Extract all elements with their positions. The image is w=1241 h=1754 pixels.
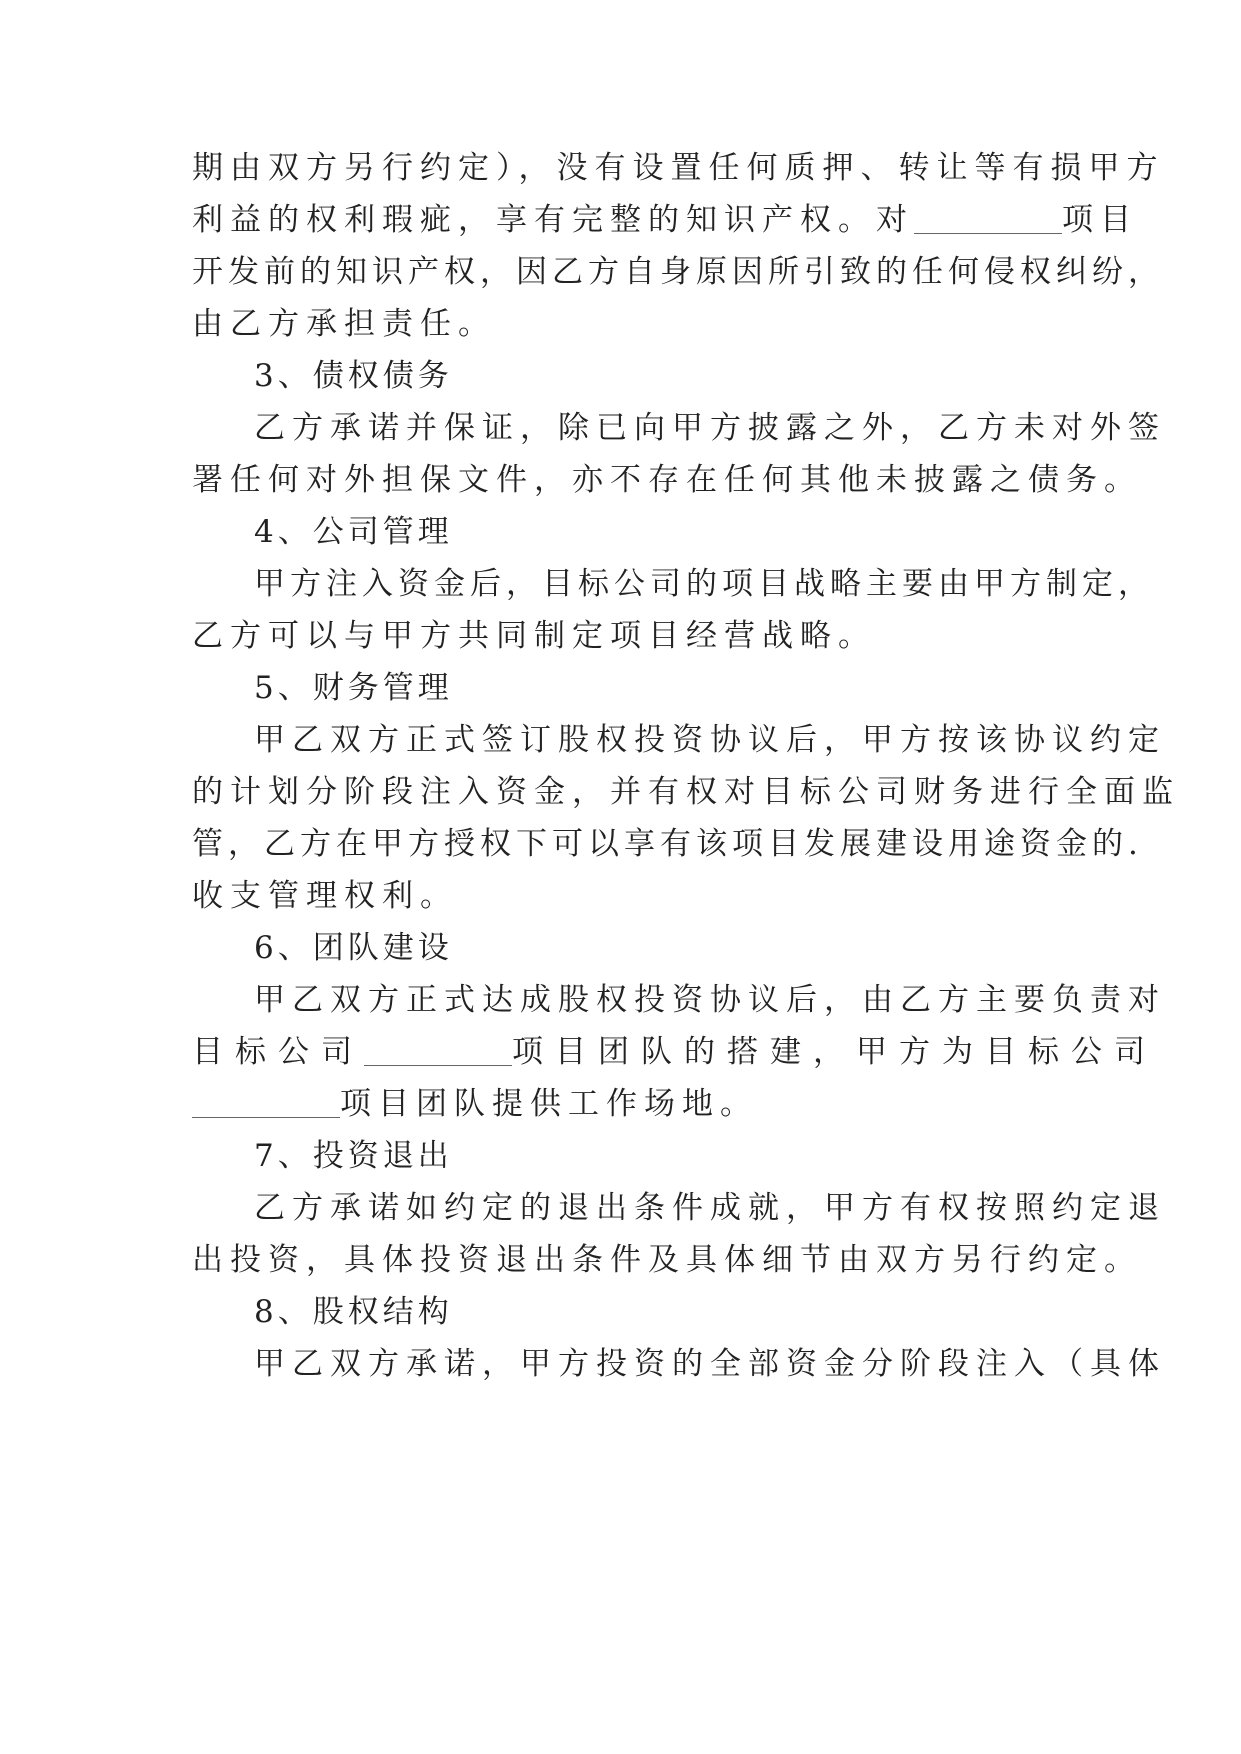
text-segment: 项目	[1062, 202, 1138, 238]
section-heading: 5、财务管理	[254, 670, 453, 706]
paragraph-line	[192, 191, 1138, 249]
section-heading: 6、团队建设	[254, 930, 453, 966]
paragraph-line: 甲乙双方承诺，甲方投资的全部资金分阶段注入（具体	[254, 1346, 1166, 1382]
paragraph-line	[192, 1023, 1157, 1081]
paragraph-line: 管，乙方在甲方授权下可以享有该项目发展建设用途资金的.	[192, 826, 1143, 862]
text-segment: 目标公司	[192, 1034, 364, 1070]
section-heading: 7、投资退出	[254, 1138, 453, 1174]
paragraph-line: 期由双方另行约定），没有设置任何质押、转让等有损甲方	[192, 150, 1165, 186]
fill-in-blank	[192, 1083, 340, 1118]
paragraph-line	[192, 1075, 1092, 1133]
section-heading: 3、债权债务	[254, 358, 453, 394]
section-heading: 8、股权结构	[254, 1294, 453, 1330]
text-segment: 利益的权利瑕疵，享有完整的知识产权。对	[192, 202, 914, 238]
section-heading: 4、公司管理	[254, 514, 453, 550]
paragraph-line: 开发前的知识产权，因乙方自身原因所引致的任何侵权纠纷，	[192, 254, 1164, 290]
paragraph-line: 由乙方承担责任。	[192, 306, 496, 342]
paragraph-line: 出投资，具体投资退出条件及具体细节由双方另行约定。	[192, 1242, 1142, 1278]
paragraph-line: 收支管理权利。	[192, 878, 458, 914]
fill-in-blank	[364, 1031, 512, 1066]
text-segment: 项目团队提供工作场地。	[340, 1086, 758, 1122]
paragraph-line: 甲乙双方正式签订股权投资协议后，甲方按该协议约定	[254, 722, 1166, 758]
fill-in-blank	[914, 199, 1062, 234]
text-segment: 项目团队的搭建，甲方为目标公司	[512, 1034, 1157, 1070]
paragraph-line: 乙方承诺如约定的退出条件成就，甲方有权按照约定退	[254, 1190, 1166, 1226]
paragraph-line: 甲方注入资金后，目标公司的项目战略主要由甲方制定，	[254, 566, 1154, 602]
paragraph-line: 甲乙双方正式达成股权投资协议后，由乙方主要负责对	[254, 982, 1166, 1018]
paragraph-line: 乙方承诺并保证，除已向甲方披露之外，乙方未对外签	[254, 410, 1166, 446]
paragraph-line: 的计划分阶段注入资金，并有权对目标公司财务进行全面监	[192, 774, 1180, 810]
paragraph-line: 署任何对外担保文件，亦不存在任何其他未披露之债务。	[192, 462, 1142, 498]
paragraph-line: 乙方可以与甲方共同制定项目经营战略。	[192, 618, 876, 654]
